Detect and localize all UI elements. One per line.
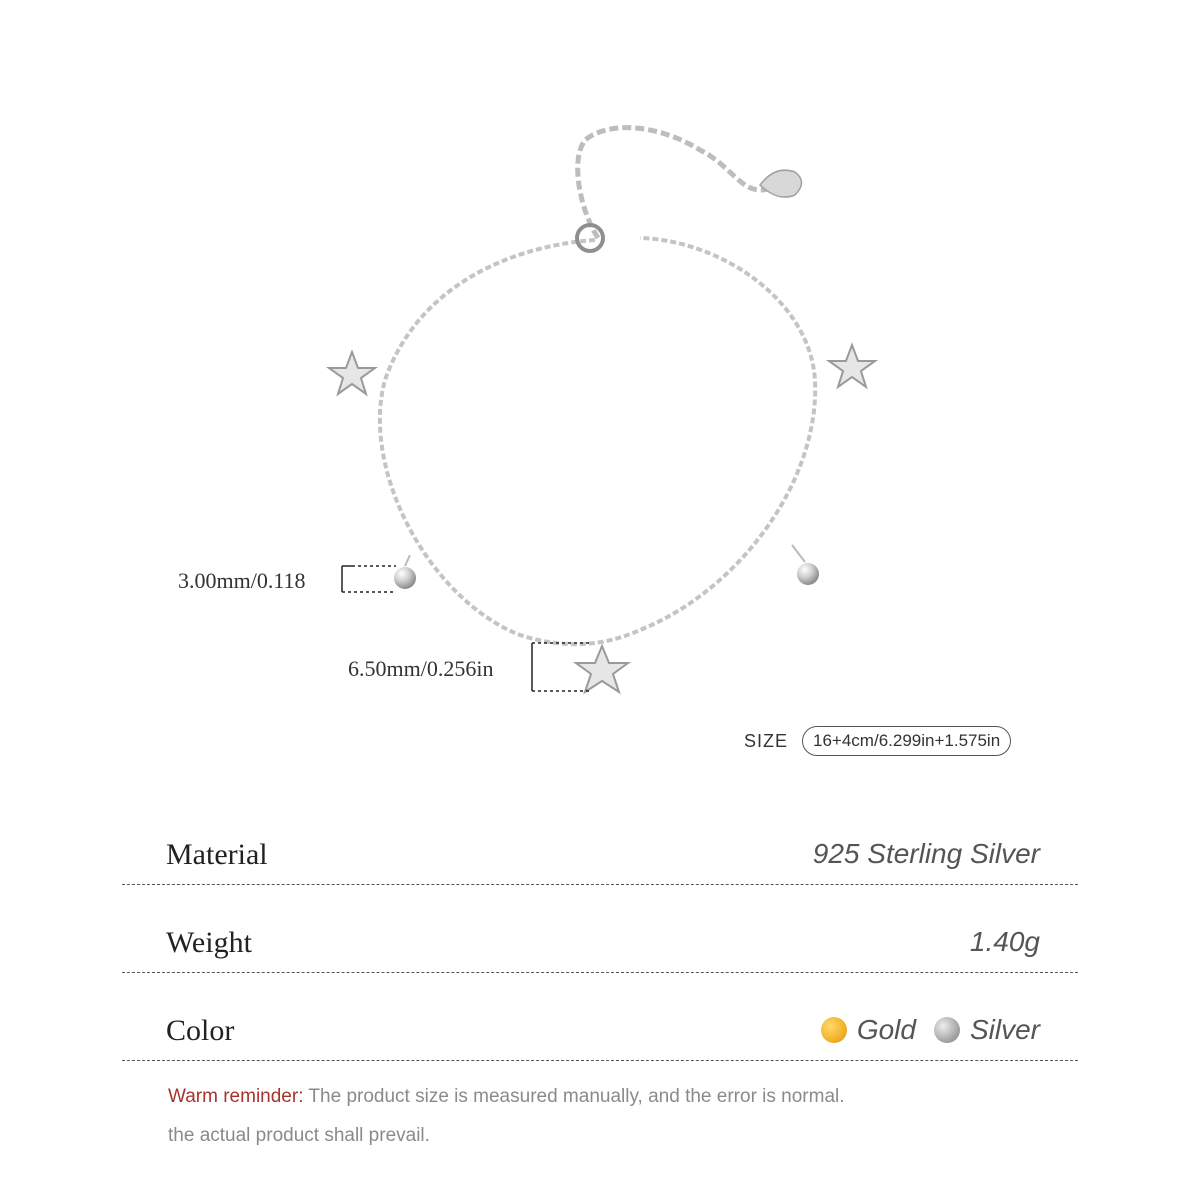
weight-value: 1.40g xyxy=(969,926,1040,957)
color-option-silver[interactable]: Silver xyxy=(969,1014,1040,1045)
silver-swatch-icon[interactable] xyxy=(934,1017,960,1043)
color-option-gold[interactable]: Gold xyxy=(856,1014,916,1045)
material-label: Material xyxy=(166,838,268,871)
reminder-line-2: the actual product shall prevail. xyxy=(168,1125,430,1146)
reminder-line-1 xyxy=(168,1086,845,1108)
tag-charm xyxy=(760,170,802,197)
size-value-pill: 16+4cm/6.299in+1.575in xyxy=(802,726,1011,756)
material-value: 925 Sterling Silver xyxy=(812,838,1040,869)
color-label: Color xyxy=(166,1014,235,1047)
spec-row-weight xyxy=(122,912,1078,973)
size-row xyxy=(744,726,1011,756)
bead-charm-right xyxy=(797,563,819,585)
star-size-label: 6.50mm/0.256in xyxy=(348,656,494,681)
chain-loop xyxy=(380,238,815,644)
gold-swatch-icon[interactable] xyxy=(821,1017,847,1043)
spec-row-material xyxy=(122,824,1078,885)
size-label: SIZE xyxy=(744,730,789,751)
star-charm-center xyxy=(576,646,628,692)
bead-size-label: 3.00mm/0.118 xyxy=(178,568,306,593)
reminder-text-1: The product size is measured manually, and the error is normal. xyxy=(308,1086,845,1107)
clasp-ring xyxy=(577,225,603,251)
spec-row-color xyxy=(122,1000,1078,1061)
extension-chain xyxy=(578,128,785,238)
star-charm-right xyxy=(829,345,875,387)
bead-charm-left xyxy=(394,567,416,589)
bead-dimension-marker xyxy=(342,566,396,592)
star-charm-left xyxy=(329,352,375,394)
color-options xyxy=(821,1014,1040,1046)
weight-label: Weight xyxy=(166,926,252,959)
reminder-prefix: Warm reminder: xyxy=(168,1086,304,1107)
